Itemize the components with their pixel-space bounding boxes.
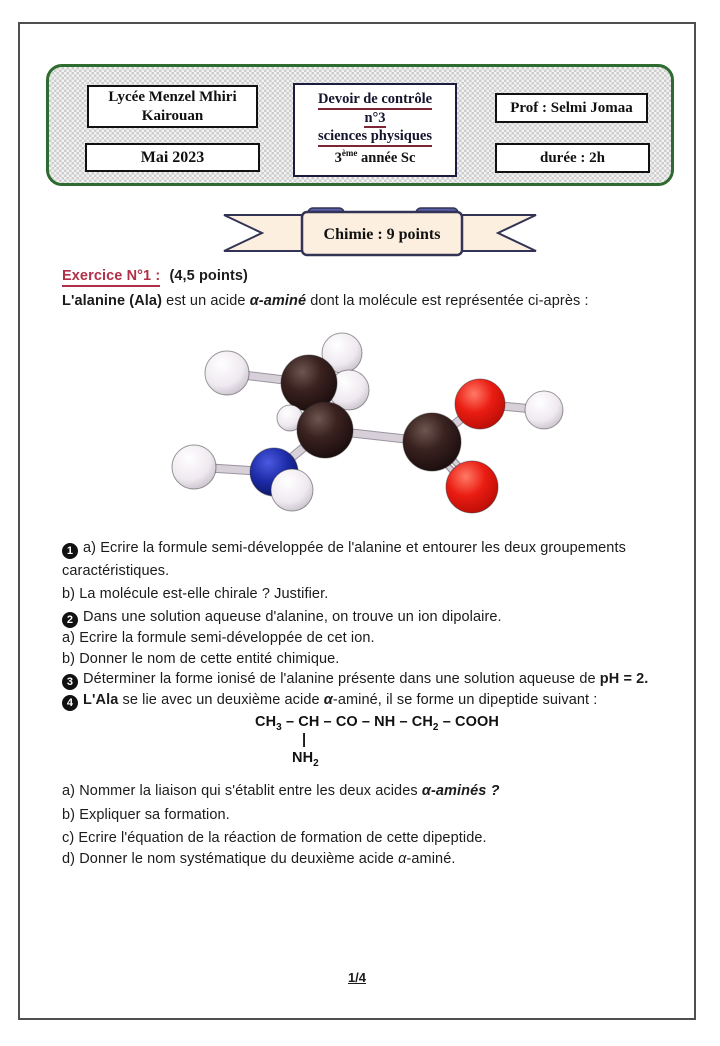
grade-line: 3ème année Sc	[334, 148, 416, 166]
question-3-badge: 3	[62, 674, 78, 690]
molecule-atoms	[172, 333, 563, 513]
banner-label: Chimie : 9 points	[323, 226, 441, 243]
question-2-intro: 2 Dans une solution aqueuse d'alanine, on trouve un ion dipolaire.	[62, 609, 502, 628]
duration-box	[495, 143, 650, 173]
question-4a: a) Nommer la liaison qui s'établit entre les deux acides α-aminés ?	[62, 783, 500, 799]
professor-name: Prof : Selmi Jomaa	[510, 99, 633, 116]
exercise-points: (4,5 points)	[169, 268, 248, 284]
exam-date: Mai 2023	[140, 148, 205, 166]
exam-title-line3: sciences physiques	[318, 128, 432, 147]
question-4b: b) Expliquer sa formation.	[62, 807, 230, 823]
atom-h	[525, 391, 563, 429]
exam-title-box	[293, 83, 457, 177]
page-frame	[18, 22, 696, 1020]
page-number: 1/4	[347, 970, 367, 985]
alanine-molecule-image	[152, 320, 572, 532]
atom-h	[271, 469, 313, 511]
atom-h	[205, 351, 249, 395]
exam-title-line1: Devoir de contrôle	[318, 91, 432, 110]
professor-box	[495, 93, 648, 123]
exam-title-line2: n°3	[364, 110, 385, 129]
atom-o	[446, 461, 498, 513]
atom-c	[297, 402, 353, 458]
atom-o	[455, 379, 505, 429]
question-1b: b) La molécule est-elle chirale ? Justifier.	[62, 586, 329, 602]
question-4d: d) Donner le nom systématique du deuxième acide α-aminé.	[62, 851, 456, 867]
exam-header	[46, 64, 674, 186]
exam-date-box	[85, 143, 260, 172]
exercise-number: Exercice N°1 :	[62, 268, 160, 287]
question-1-badge: 1	[62, 543, 78, 559]
dipeptide-formula-bond: |	[302, 732, 307, 748]
question-2a: a) Ecrire la formule semi-développée de cet ion.	[62, 630, 375, 646]
question-4: 4 L'Ala se lie avec un deuxième acide α-aminé, il se forme un dipeptide suivant :	[62, 692, 597, 711]
question-2b: b) Donner le nom de cette entité chimique.	[62, 651, 340, 667]
question-2-badge: 2	[62, 612, 78, 628]
atom-c	[403, 413, 461, 471]
dipeptide-formula-main: $CH_3$ – CH – CO – NH – $CH_2$ – COOH	[255, 714, 499, 733]
exercise-heading	[62, 268, 248, 284]
question-4c: c) Ecrire l'équation de la réaction de formation de cette dipeptide.	[62, 830, 487, 846]
dipeptide-formula-nh2: $NH_2$	[292, 750, 319, 769]
question-1a-line1: 1 a) Ecrire la formule semi-développée de l'alanine et entourer les deux groupements	[62, 540, 626, 559]
question-3: 3 Déterminer la forme ionisé de l'alanine présente dans une solution aqueuse de pH = 2.	[62, 671, 648, 690]
exam-duration: durée : 2h	[540, 149, 605, 166]
school-name-box	[87, 85, 258, 128]
chemistry-section-banner	[220, 206, 540, 262]
exercise-intro: L'alanine (Ala) est un acide α-aminé dont la molécule est représentée ci-après :	[62, 293, 589, 309]
school-name: Lycée Menzel Mhiri Kairouan	[108, 88, 237, 124]
question-1a-line2: caractéristiques.	[62, 563, 170, 579]
question-4-badge: 4	[62, 695, 78, 711]
atom-h	[172, 445, 216, 489]
